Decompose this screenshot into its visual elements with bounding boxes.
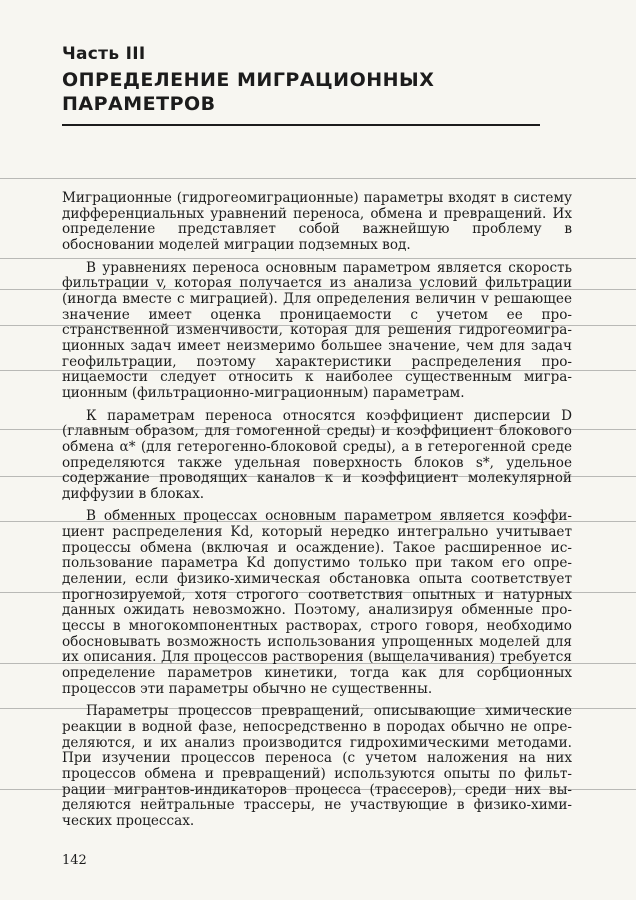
page-number: 142 (62, 853, 87, 868)
part-label: Часть III (62, 44, 146, 64)
chapter-title-line: ОПРЕДЕЛЕНИЕ МИГРАЦИОННЫХ (62, 69, 435, 91)
body-text (62, 191, 572, 837)
chapter-title-line: ПАРАМЕТРОВ (62, 93, 216, 115)
paragraph: В уравнениях переноса основным параметром является скорость фильтрации v, которая получается из анализа условий фильтрации (иногда вместе с миграцией). Для определения величин v решающее значение имеет оценка проницаемости с учетом ее пространственной изменчивости, которая для решения гидрогеомиграционных задач имеет неизмеримо большее значение, чем для задач геофильтрации, поэтому характеристики распределения проницаемости следует относить к наиболее существенным миграционным (фильтрационно-миграционным) параметрам. (62, 259, 572, 401)
title-underline (62, 124, 540, 126)
chapter-title (62, 68, 542, 116)
paragraph: В обменных процессах основным параметром является коэффициент распределения Kd, который нередко интегрально учитывает процессы обмена (включая и осаждение). Такое расширенное использование параметра Kd допустимо только при таком его определении, если физико-химическая обстановка опыта соответствует прогнозируемой, хотя строгого соответствия опытных и натурных данных ожидать невозможно. Поэтому, анализируя обменные процессы в многокомпонентных растворах, строго говоря, необходимо обосновывать возможность использования упрощенных моделей для их описания. Для процессов растворения (выщелачивания) требуется определение параметров кинетики, тогда как для сорбционных процессов эти параметры обычно не существенны. (62, 508, 572, 697)
paragraph: Миграционные (гидрогеомиграционные) параметры входят в систему дифференциальных уравнений переноса, обмена и превращений. Их определение представляет собой важнейшую проблему в обосновании моделей миграции подземных вод. (62, 190, 572, 253)
paragraph: К параметрам переноса относятся коэффициент дисперсии D (главным образом, для гомогенной среды) и коэффициент блокового обмена α* (для гетерогенно-блоковой среды), а в гетерогенной среде определяются также удельная поверхность блоков s*, удельное содержание проводящих каналов κ и коэффициент молекулярной диффузии в блоках. (62, 407, 572, 502)
paragraph: Параметры процессов превращений, описывающие химические реакции в водной фазе, непосредственно в породах обычно не определяются, и их анализ производится гидрохимическими методами. При изучении процессов переноса (с учетом наложения на них процессов обмена и превращений) используются опыты по фильтрации мигрантов-индикаторов процесса (трассеров), среди них выделяются нейтральные трассеры, не участвующие в физико-химических процессах. (62, 703, 572, 829)
scan-line (0, 178, 636, 179)
